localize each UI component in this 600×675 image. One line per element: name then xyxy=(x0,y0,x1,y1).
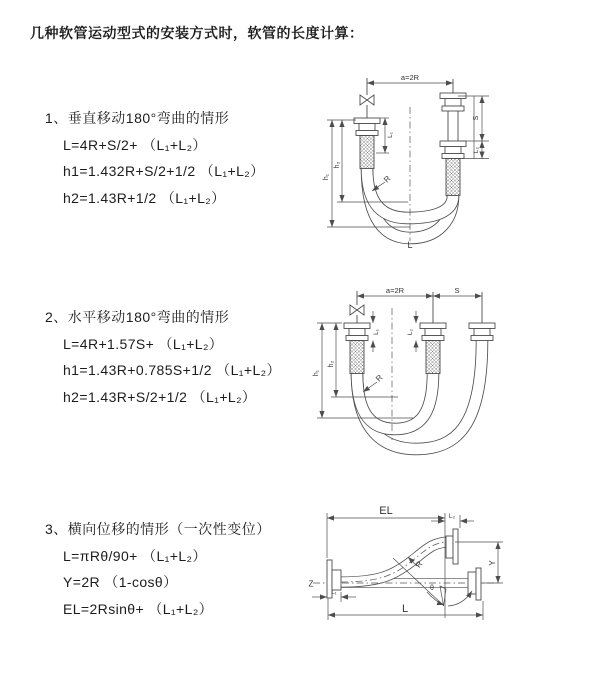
left-pipe xyxy=(354,78,380,169)
diagram-horizontal-u-bend xyxy=(303,278,593,463)
braided-hose-section xyxy=(360,136,374,169)
diagram-vertical-u-bend xyxy=(308,65,593,265)
formula-length: L=4R+1.57S+ （L₁+L₂） xyxy=(63,335,224,352)
formula-h2: h2=1.43R+S/2+1/2 （L₁+L₂） xyxy=(63,388,257,405)
dimensions xyxy=(313,286,482,418)
left-pipe xyxy=(344,291,370,374)
dim-label-a2r: a=2R xyxy=(385,286,405,295)
radius-label: R xyxy=(374,373,385,384)
dim-label-s: S xyxy=(473,115,480,121)
section-horizontal-motion xyxy=(45,304,281,410)
diagram-lateral-displacement xyxy=(298,498,598,658)
dim-label-l1: L₁ xyxy=(373,329,380,335)
section-1-heading: 1、垂直移动180°弯曲的情形 xyxy=(45,110,230,126)
dim-label-l2: L₂ xyxy=(448,513,456,520)
section-lateral-displacement xyxy=(45,516,271,622)
section-2-heading: 2、水平移动180°弯曲的情形 xyxy=(45,309,230,325)
valve-icon xyxy=(350,305,364,315)
formula-h1: h1=1.43R+0.785S+1/2 （L₁+L₂） xyxy=(63,362,281,378)
formula-length: L=πRθ/90+ （L₁+L₂） xyxy=(63,547,207,564)
axis-mark: Z xyxy=(308,579,314,589)
dim-label-a2r: a=2R xyxy=(400,73,420,82)
braided-hose-section xyxy=(426,341,440,374)
section-vertical-motion xyxy=(45,105,265,211)
right-pipe xyxy=(469,292,495,341)
radius-label: R xyxy=(413,559,425,570)
section-3-heading: 3、横向位移的情形（一次性变位） xyxy=(45,521,271,537)
formula-length: L=4R+S/2+ （L₁+L₂） xyxy=(63,136,207,153)
right-flange xyxy=(468,568,481,600)
formula-y: Y=2R （1-cosθ） xyxy=(63,574,178,590)
braided-hose-section xyxy=(446,159,460,196)
valve-icon xyxy=(360,95,374,105)
formula-h2: h2=1.43R+1/2 （L₁+L₂） xyxy=(63,189,226,206)
dim-label-h1: h₁ xyxy=(323,173,330,181)
dim-label-h1: h₁ xyxy=(313,369,320,377)
middle-pipe xyxy=(420,292,446,374)
length-label: L xyxy=(407,240,413,250)
dim-label-s: S xyxy=(454,286,460,295)
formula-h1: h1=1.432R+S/2+1/2 （L₁+L₂） xyxy=(63,163,265,179)
dim-label-el: EL xyxy=(379,505,393,517)
radius-label: R xyxy=(382,174,393,185)
dim-label-h2: h₂ xyxy=(328,360,335,368)
right-pipe xyxy=(440,79,466,196)
dim-label-y: Y xyxy=(488,560,497,566)
dim-label-l2: L₂ xyxy=(407,328,414,336)
dim-label-l: L xyxy=(401,603,409,615)
page-title: 几种软管运动型式的安装方式时，软管的长度计算： xyxy=(30,25,364,41)
dim-label-h2: h₂ xyxy=(334,161,341,169)
dim-label-l1: L₁ xyxy=(387,132,394,138)
dim-label-l2: L₂ xyxy=(473,146,480,154)
hose-u-curves xyxy=(357,341,482,449)
formula-el: EL=2Rsinθ+ （L₁+L₂） xyxy=(63,600,214,617)
angle-label: θ xyxy=(430,585,434,592)
upper-flange xyxy=(446,529,458,564)
braided-hose-section xyxy=(350,341,364,374)
dim-label-l1: L₁ xyxy=(331,590,337,596)
